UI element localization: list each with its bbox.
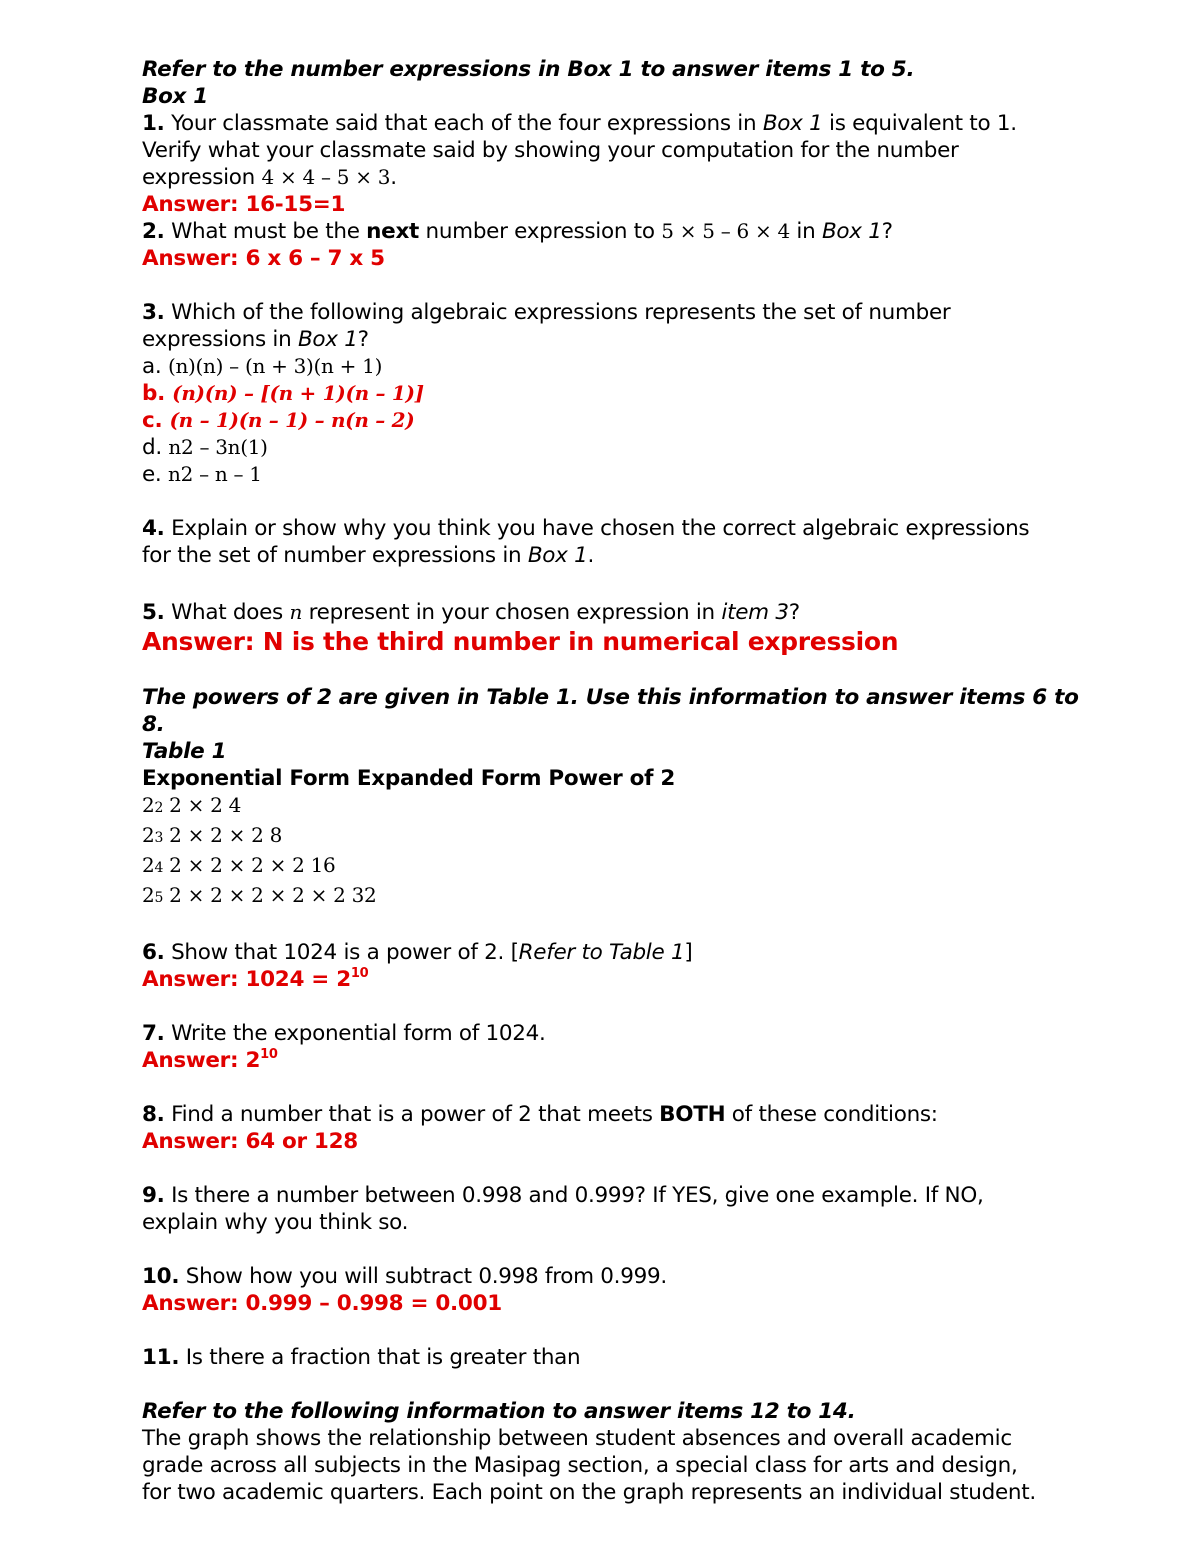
answer-1: Answer: 16-15=1: [142, 192, 346, 217]
document-page: [142, 56, 1079, 1506]
question-5: 5. What does n represent in your chosen expression in item 3?: [142, 600, 800, 625]
question-8: 8. Find a number that is a power of 2 that meets BOTH of these conditions:: [142, 1102, 938, 1127]
table-body: [142, 792, 1042, 912]
question-2: 2. What must be the next number expression to 5 × 5 – 6 × 4 in Box 1?: [142, 219, 893, 244]
answer-2: Answer: 6 x 6 – 7 x 5: [142, 246, 385, 271]
question-1-line-3: expression 4 × 4 – 5 × 3.: [142, 165, 397, 190]
question-4-line-2: for the set of number expressions in Box 1.: [142, 543, 595, 568]
table-instructions-line-2: 8.: [142, 712, 165, 737]
graph-description-line-3: for two academic quarters. Each point on the graph represents an individual student.: [142, 1480, 1036, 1505]
question-9-line-2: explain why you think so.: [142, 1210, 409, 1235]
option-d: d. n2 – 3n(1): [142, 435, 268, 460]
box1-instructions: Refer to the number expressions in Box 1 to answer items 1 to 5.: [142, 57, 915, 82]
question-11: 11. Is there a fraction that is greater than: [142, 1345, 581, 1370]
graph-description-line-1: The graph shows the relationship between student absences and overall academic: [142, 1426, 1012, 1451]
answer-7: Answer: $2^{10}$: [142, 1047, 278, 1073]
question-1-line-1: 1. Your classmate said that each of the four expressions in Box 1 is equivalent to 1.: [142, 111, 1017, 136]
question-1-line-2: Verify what your classmate said by showing your computation for the number: [142, 138, 959, 163]
table-row: 23 2 × 2 × 2 8: [142, 823, 283, 847]
question-9-line-1: 9. Is there a number between 0.998 and 0.999? If YES, give one example. If NO,: [142, 1183, 984, 1208]
table-instructions-line-1: The powers of 2 are given in Table 1. Use this information to answer items 6 to: [142, 685, 1079, 710]
question-6: 6. Show that 1024 is a power of 2. [Refer to Table 1]: [142, 940, 693, 965]
question-3-line-2: expressions in Box 1?: [142, 327, 369, 352]
table-row: 25 2 × 2 × 2 × 2 × 2 32: [142, 883, 377, 907]
option-e: e. n2 – n – 1: [142, 462, 262, 487]
answer-8: Answer: 64 or 128: [142, 1129, 358, 1154]
question-4-line-1: 4. Explain or show why you think you have chosen the correct algebraic expressions: [142, 516, 1030, 541]
question-7: 7. Write the exponential form of 1024.: [142, 1021, 546, 1046]
answer-5: Answer: N is the third number in numerical expression: [142, 627, 899, 656]
table-header: Exponential Form Expanded Form Power of 2: [142, 766, 676, 791]
option-a: a. (n)(n) – (n + 3)(n + 1): [142, 354, 383, 379]
answer-10: Answer: 0.999 – 0.998 = 0.001: [142, 1291, 502, 1316]
option-c: c. (n – 1)(n – 1) – n(n – 2): [142, 408, 415, 433]
option-b: b. (n)(n) – [(n + 1)(n – 1)]: [142, 381, 424, 406]
graph-description-line-2: grade across all subjects in the Masipag section, a special class for arts and design,: [142, 1453, 1018, 1478]
box1-title: Box 1: [142, 84, 208, 109]
question-3-line-1: 3. Which of the following algebraic expressions represents the set of number: [142, 300, 951, 325]
table-row: 22 2 × 2 4: [142, 793, 242, 817]
question-10: 10. Show how you will subtract 0.998 from 0.999.: [142, 1264, 667, 1289]
table-title: Table 1: [142, 739, 227, 764]
graph-instructions: Refer to the following information to answer items 12 to 14.: [142, 1399, 856, 1424]
table-row: 24 2 × 2 × 2 × 2 16: [142, 853, 336, 877]
answer-6: Answer: $1024 = 2^{10}$: [142, 966, 369, 992]
